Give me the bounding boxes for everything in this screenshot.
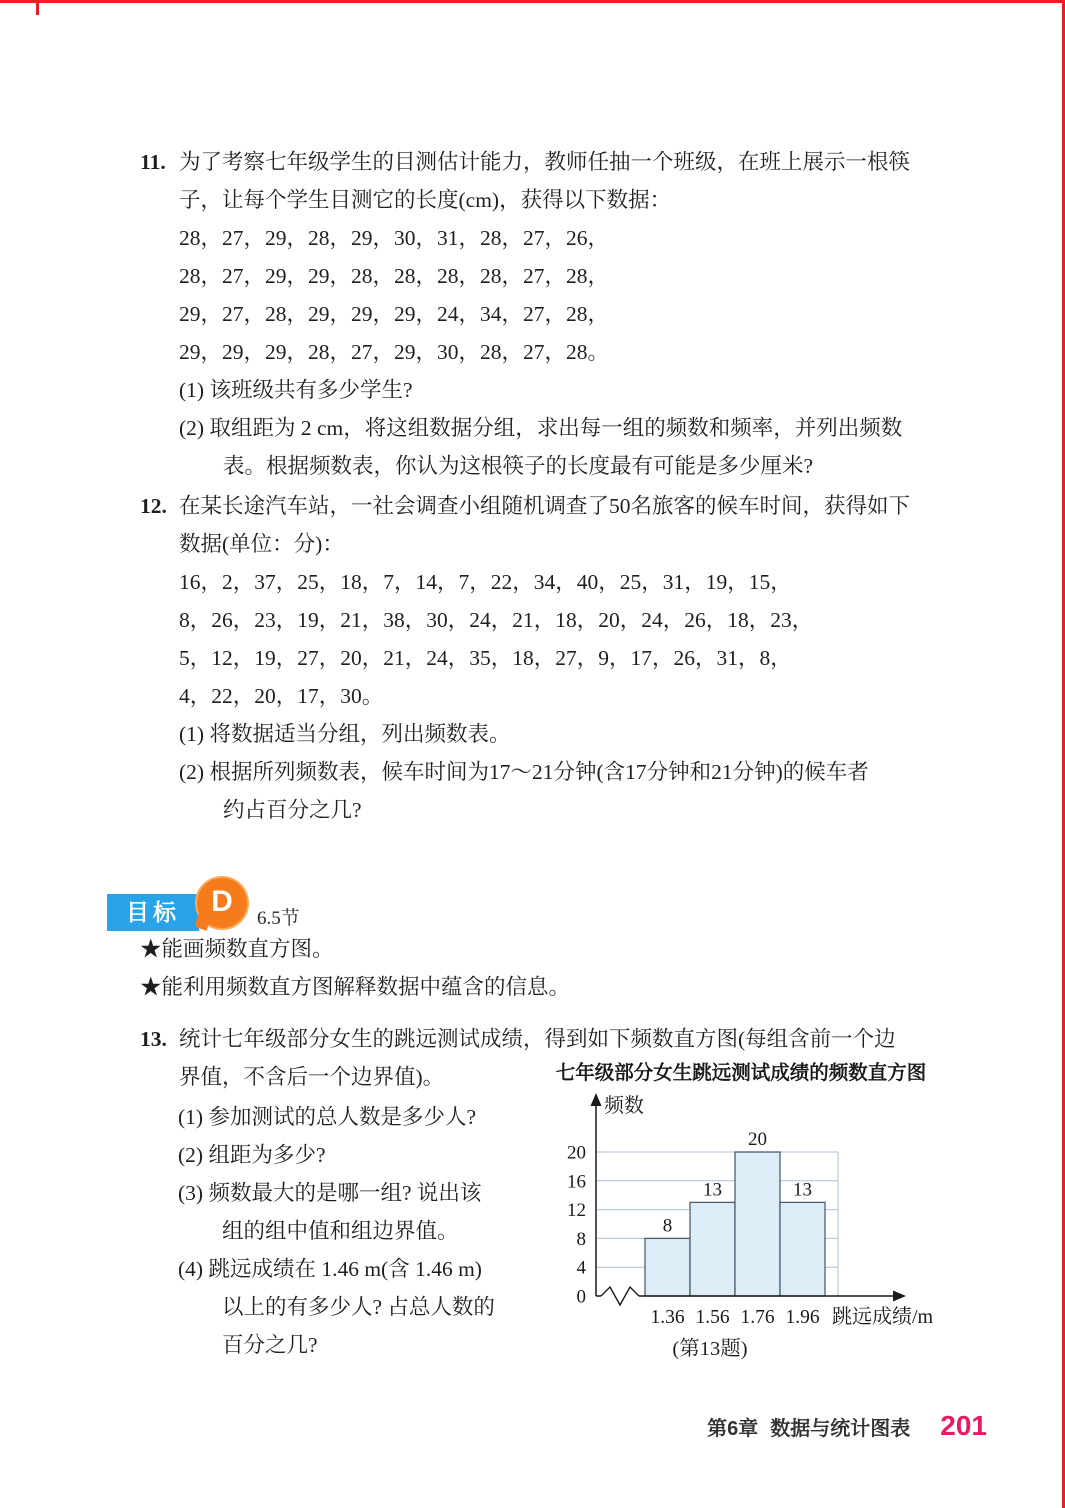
problem-12 [140,487,987,829]
goal-marker [107,876,407,936]
problem-12-data-row2: 8，26，23，19，21，38，30，24，21，18，20，24，26，18，23， [179,608,814,632]
y-tick-label: 20 [567,1142,586,1164]
bar-value-label: 13 [793,1179,812,1201]
problem-13-question-1: (1) 参加测试的总人数是多少人? [178,1105,476,1129]
problem-11-data-row2: 28，27，29，29，28，28，28，28，27，28， [179,264,610,288]
x-tick-label: 1.56 [695,1307,730,1328]
problem-13-question-4-line3: 百分之几? [222,1333,318,1357]
x-tick-label: 1.76 [740,1307,775,1328]
objective-1: ★能画频数直方图。 [140,937,334,961]
problem-11-question-2-line1: (2) 取组距为 2 cm，将这组数据分组，求出每一组的频数和频率，并列出频数 [179,416,903,440]
bar-value-label: 20 [748,1129,767,1150]
y-tick-label: 12 [567,1200,586,1222]
x-axis-arrow [893,1291,906,1302]
x-axis-label: 跳远成绩/m [832,1306,934,1328]
chart-caption: (第13题) [672,1338,748,1360]
goal-objectives [140,930,900,1006]
histogram-bar [690,1202,735,1296]
problem-12-data-row3: 5，12，19，27，20，21，24，35，18，27，9，17，26，31，8， [179,646,792,670]
problem-12-question-2-line2: 约占百分之几? [223,798,362,822]
chart-title: 七年级部分女生跳远测试成绩的频数直方图 [555,1062,927,1084]
problem-12-question-2-line1: (2) 根据所列频数表，候车时间为17～21分钟(含17分钟和21分钟)的候车者 [179,760,869,784]
objective-2: ★能利用频数直方图解释数据中蕴含的信息。 [140,975,571,999]
problem-11-question-1: (1) 该班级共有多少学生? [179,378,413,402]
top-border-rule [0,0,1065,3]
problem-12-intro-line1: 在某长途汽车站，一社会调查小组随机调查了50名旅客的候车时间，获得如下 [179,494,911,518]
problem-12-data-row1: 16，2，37，25，18，7，14，7，22，34，40，25，31，19，15， [179,570,792,594]
problem-11-question-2-line2: 表。根据频数表，你认为这根筷子的长度最有可能是多少厘米? [223,454,814,478]
y-tick-label: 4 [576,1257,586,1279]
y-tick-label: 16 [567,1171,586,1193]
histogram-chart [545,1090,937,1332]
y-axis-arrow [591,1093,602,1106]
problem-13-number: 13. [140,1027,167,1051]
bar-value-label: 8 [662,1215,673,1237]
problem-13-question-3-line2: 组的组中值和组边界值。 [222,1219,459,1243]
x-tick-label: 1.36 [650,1307,685,1328]
histogram-bar [645,1238,690,1296]
footer-chapter: 第6章 [707,1418,759,1440]
goal-label: 目标 [126,899,180,925]
y-tick-label: 0 [576,1286,586,1308]
x-tick-label: 1.96 [785,1307,820,1328]
footer-chapter-title: 数据与统计图表 [770,1418,911,1440]
problem-13-questions [178,1098,550,1364]
goal-section-label: 6.5节 [257,908,300,929]
problem-13-question-4-line1: (4) 跳远成绩在 1.46 m(含 1.46 m) [178,1257,482,1281]
problem-12-intro-line2: 数据(单位：分)： [179,532,344,556]
problem-12-question-1: (1) 将数据适当分组，列出频数表。 [179,722,511,746]
y-axis-label: 频数 [604,1095,644,1117]
problem-12-number: 12. [140,494,167,518]
histogram-bar [780,1202,825,1296]
corner-mark [36,0,39,15]
problem-11 [140,143,987,485]
goal-badge-d [195,876,249,930]
problem-11-intro-line1: 为了考察七年级学生的目测估计能力，教师任抽一个班级，在班上展示一根筷 [179,150,911,174]
histogram-bar [735,1152,780,1296]
histogram-figure [545,1058,937,1364]
problem-11-intro-line2: 子，让每个学生目测它的长度(cm)，获得以下数据： [179,188,672,212]
goal-label-box [107,894,199,931]
page-footer [707,1410,987,1442]
problem-12-data-row4: 4，22，20，17，30。 [179,684,384,708]
problem-11-data-row1: 28，27，29，28，29，30，31，28，27，26， [179,226,610,250]
problem-13-question-3-line1: (3) 频数最大的是哪一组? 说出该 [178,1181,482,1205]
problem-11-number: 11. [140,150,166,174]
problem-11-data-row4: 29，29，29，28，27，29，30，28，27，28。 [179,340,610,364]
goal-badge-letter: D [211,885,233,918]
problem-11-data-row3: 29，27，28，29，29，29，24，34，27，28， [179,302,610,326]
problem-13-intro-line1: 统计七年级部分女生的跳远测试成绩，得到如下频数直方图(每组含前一个边 [179,1027,896,1051]
problem-13-intro-line2: 界值，不含后一个边界值)。 [179,1065,445,1089]
problem-13-question-4-line2: 以上的有多少人? 占总人数的 [222,1295,495,1319]
footer-page-number: 201 [940,1410,987,1441]
problem-13-question-2: (2) 组距为多少? [178,1143,326,1167]
y-tick-label: 8 [576,1228,586,1250]
bar-value-label: 13 [703,1179,722,1201]
